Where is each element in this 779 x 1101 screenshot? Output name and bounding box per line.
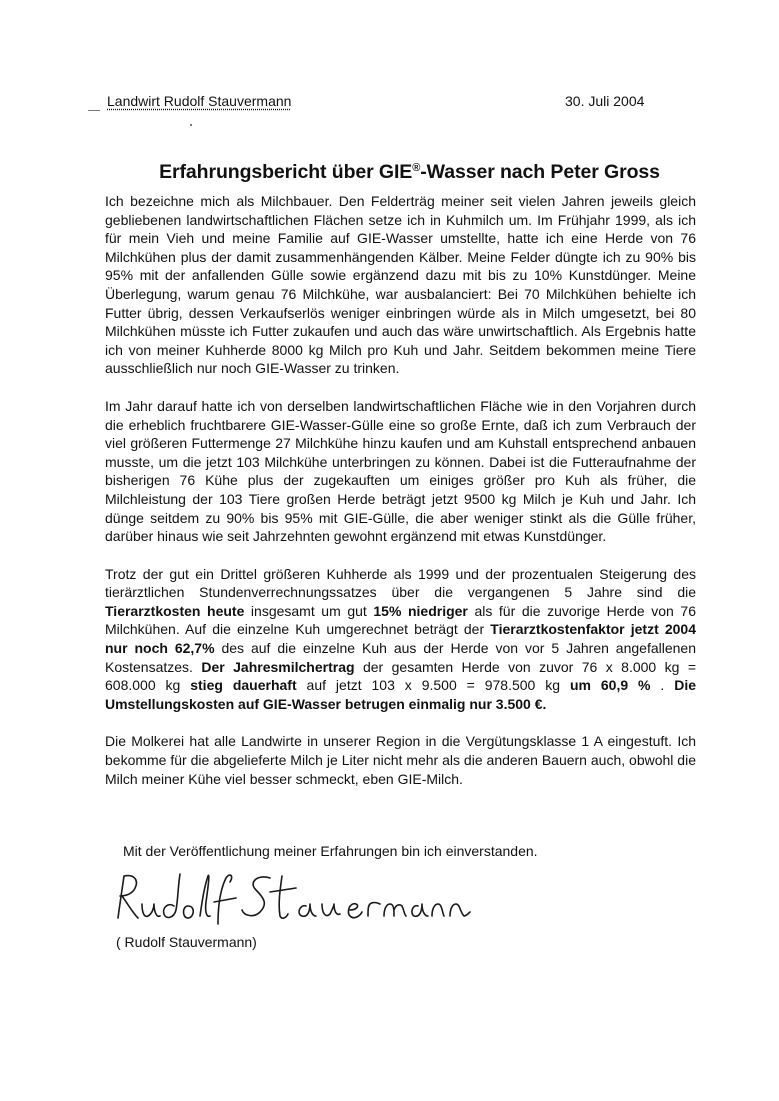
letter-body bbox=[105, 192, 696, 807]
p3-text-6: auf jetzt 103 x 9.500 = 978.500 kg bbox=[296, 677, 570, 694]
p3-text-3: als für die zuvorige Herde von 76 Milchkühen. Auf die einzelne Kuh umgerechnet beträgt der bbox=[105, 602, 696, 638]
handwritten-signature bbox=[110, 868, 480, 930]
p3-bold-7: Die Umstellungskosten auf GIE-Wasser betrugen einmalig nur 3.500 €. bbox=[105, 677, 697, 712]
paragraph-4: Die Molkerei hat alle Landwirte in unserer Region in die Vergütungsklasse 1 A eingestuft. Ich bekomme für die abgelieferte Milch je Liter nicht mehr als die anderen Bauern auch, obwohl die Milch meiner Kühe viel besser schmeckt, eben GIE-Milch. bbox=[105, 733, 696, 787]
letter-date: 30. Juli 2004 bbox=[565, 93, 645, 109]
p3-bold-4: Der Jahresmilchertrag bbox=[201, 658, 355, 675]
scan-speck bbox=[190, 124, 192, 126]
p3-bold-3: Tierarztkostenfaktor jetzt 2004 nur noch 62,7% bbox=[105, 621, 697, 657]
printed-name: ( Rudolf Stauvermann) bbox=[116, 934, 257, 950]
p3-text-4: des auf die einzelne Kuh aus der Herde von vor 5 Jahren angefallenen Kostensatzes. bbox=[105, 640, 696, 675]
p3-text-1: Trotz der gut ein Drittel größeren Kuhherde als 1999 und der prozentualen Steigerung des tierärztlichen Stundenverrechnungssatzes über die vergangenen 5 Jahre sind die bbox=[105, 565, 696, 601]
p3-bold-1: Tierarztkosten heute bbox=[105, 602, 245, 619]
letter-title bbox=[100, 161, 719, 184]
sender-line: Landwirt Rudolf Stauvermann bbox=[107, 93, 292, 109]
p3-bold-5: stieg dauerhaft bbox=[190, 677, 297, 694]
scan-speck bbox=[88, 110, 100, 111]
paragraph-2: Im Jahr darauf hatte ich von derselben landwirtschaftlichen Fläche wie in den Vorjahren durch die erheblich fruchtbarere GIE-Wasser-Gülle eine so große Ernte, daß ich zum Verbrauch der viel größeren Futtermenge 27 Milchkühe hinzu kaufen und am Kuhstall entsprechend anbauen musste, um die jetzt 103 Milchkühe unterbringen zu können. Dabei ist die Futteraufnahme der bisherigen 76 Kühe plus der zugekauften um einiges größer pro Kuh als früher, die Milchleistung der 103 Tiere großen Herde beträgt jetzt 9500 kg Milch je Kuh und Jahr. Ich dünge seitdem zu 90% bis 95% mit GIE-Gülle, die aber weniger stinkt als die Gülle früher, darüber hinaus wie seit Jahrzehnten gewohnt ergänzend mit etwas Kunstdünger. bbox=[105, 397, 696, 545]
paragraph-1: Ich bezeichne mich als Milchbauer. Den Felderträg meiner seit vielen Jahren jeweils gleich gebliebenen landwirtschaftlichen Flächen setze ich in Kuhmilch um. Im Frühjahr 1999, als ich für mein Vieh und meine Familie auf GIE-Wasser umstellte, hatte ich eine Herde von 76 Milchkühen plus der damit zusammenhängenden Kälber. Meine Felder düngte ich zu 90% bis 95% mit der anfallenden Gülle sowie ergänzend dazu mit bis zu 10% Kunstdünger. Meine Überlegung, warum genau 76 Milchkühe, war ausbalanciert: Bei 70 Milchkühen behielte ich Futter übrig, dessen Verkaufserlös weniger einbringen würde als in Milch umgesetzt, bei 80 Milchkühen müsste ich Futter zukaufen und auch das wäre unwirtschaftlich. Als Ergebnis hatte ich von meiner Kuhherde 8000 kg Milch pro Kuh und Jahr. Seitdem bekommen meine Tiere ausschließlich nur noch GIE-Wasser zu trinken. bbox=[105, 193, 696, 377]
p3-text-2: insgesamt um gut bbox=[244, 602, 374, 619]
registered-mark: ® bbox=[412, 162, 421, 174]
p3-bold-2: 15% niedriger bbox=[373, 602, 468, 619]
p3-text-7: . bbox=[650, 677, 675, 694]
consent-statement: Mit der Veröffentlichung meiner Erfahrungen bin ich einverstanden. bbox=[123, 843, 538, 859]
title-part-2: -Wasser nach Peter Gross bbox=[420, 161, 660, 183]
p3-bold-6: um 60,9 % bbox=[569, 677, 651, 694]
title-part-1: Erfahrungsbericht über GIE bbox=[159, 161, 413, 183]
paragraph-3 bbox=[105, 565, 696, 714]
p3-text-5: der gesamten Herde von zuvor 76 x 8.000 kg = 608.000 kg bbox=[105, 658, 697, 694]
